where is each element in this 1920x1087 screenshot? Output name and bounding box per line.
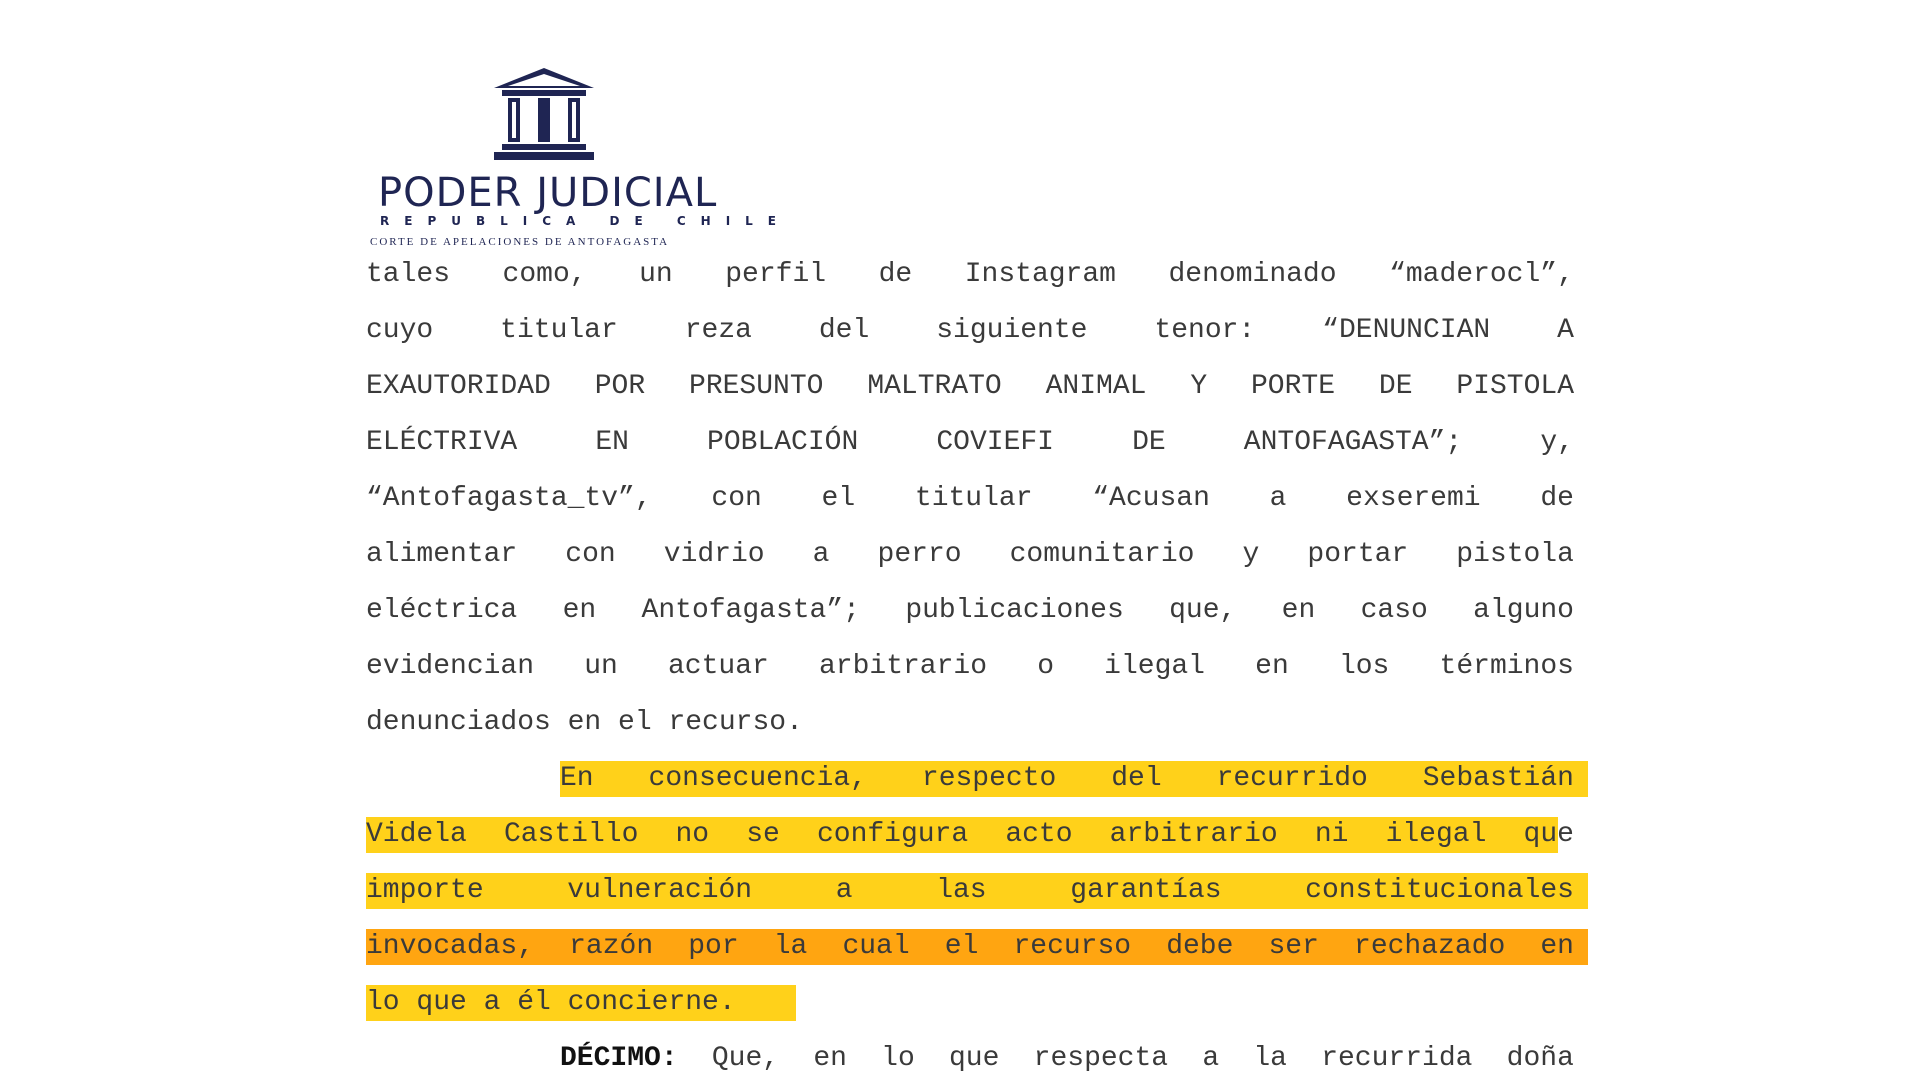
courthouse-emblem-icon [492, 66, 596, 162]
word: DE [1132, 427, 1166, 458]
word: ANIMAL [1045, 371, 1147, 402]
word: recurrida [1321, 1043, 1473, 1074]
word: titular [500, 315, 618, 346]
word: con [711, 483, 762, 514]
word: recurso [1013, 931, 1132, 962]
word: doña [1506, 1043, 1574, 1074]
word: en [562, 595, 597, 626]
word: términos [1439, 651, 1574, 682]
text-line [366, 471, 1574, 527]
word: de [878, 259, 913, 290]
word: Y [1190, 371, 1208, 402]
word: Instagram [964, 259, 1116, 290]
word: “maderocl”, [1389, 259, 1574, 290]
logo-court-name: CORTE DE APELACIONES DE ANTOFAGASTA [370, 236, 670, 248]
word: y, [1540, 427, 1574, 458]
word: alimentar [366, 539, 518, 570]
word: Sebastián [1422, 763, 1574, 794]
word: “Acusan [1092, 483, 1210, 514]
text-line [366, 303, 1574, 359]
decimo-label: DÉCIMO: [560, 1043, 678, 1074]
word: y [1242, 539, 1260, 570]
word: pistola [1456, 539, 1574, 570]
word: Antofagasta”; [641, 595, 860, 626]
word: vulneración [567, 875, 753, 906]
word: ilegal [1385, 819, 1487, 850]
text-line [366, 695, 1574, 751]
word: no [675, 819, 710, 850]
word: caso [1360, 595, 1428, 626]
word: un [584, 651, 618, 682]
word: importe [366, 875, 484, 906]
word: de [1540, 483, 1574, 514]
word: el [944, 931, 979, 962]
word: que, [1169, 595, 1237, 626]
word: cual [842, 931, 910, 962]
highlighted-line [366, 919, 1574, 975]
word: invocadas, [366, 931, 535, 962]
word: Castillo [503, 819, 639, 850]
text-line [366, 639, 1574, 695]
word: siguiente [936, 315, 1088, 346]
word: titular [914, 483, 1033, 514]
word: rechazado [1354, 931, 1506, 962]
word: “Antofagasta_tv”, [366, 483, 652, 514]
word: denominado [1168, 259, 1337, 290]
logo-title: PODER JUDICIAL [378, 170, 718, 216]
text-line [366, 527, 1574, 583]
logo-subtitle: REPUBLICA DE CHILE [380, 214, 791, 228]
word: En [560, 763, 594, 794]
word: PRESUNTO [689, 371, 824, 402]
word: respecta [1033, 1043, 1169, 1074]
word: un [639, 259, 673, 290]
word: DE [1378, 371, 1413, 402]
word: evidencian [366, 651, 535, 682]
word: con [565, 539, 616, 570]
word: o [1037, 651, 1054, 682]
word: como, [502, 259, 587, 290]
word: ni [1314, 819, 1349, 850]
word: lo que a él concierne. [366, 987, 736, 1018]
word: tenor: [1154, 315, 1256, 346]
text-line [366, 247, 1574, 303]
word: del [1111, 763, 1162, 794]
word: perro [877, 539, 962, 570]
word: en [1255, 651, 1289, 682]
decimo-line [366, 1031, 1574, 1087]
word: “DENUNCIAN [1322, 315, 1491, 346]
word: a [1202, 1043, 1220, 1074]
word: razón [569, 931, 654, 962]
highlighted-line [366, 863, 1574, 919]
word: la [1253, 1043, 1287, 1074]
word: publicaciones [905, 595, 1124, 626]
word: tales [366, 259, 451, 290]
word: a [1269, 483, 1287, 514]
word: en [813, 1043, 847, 1074]
word: se [746, 819, 780, 850]
word: ANTOFAGASTA”; [1243, 427, 1463, 458]
word: EXAUTORIDAD [366, 371, 551, 402]
word: configura [816, 819, 969, 850]
text-line [366, 415, 1574, 471]
highlighted-line [366, 807, 1574, 863]
word: recurrido [1216, 763, 1368, 794]
word: consecuencia, [648, 763, 867, 794]
word: lo [881, 1043, 915, 1074]
word: la [773, 931, 808, 962]
word: arbitrario [818, 651, 988, 682]
word: que [949, 1043, 1000, 1074]
word: garantías [1070, 875, 1222, 906]
word: ELÉCTRIVA [366, 427, 518, 458]
word: a [835, 875, 853, 906]
word: a [812, 539, 830, 570]
word: alguno [1473, 595, 1574, 626]
word: COVIEFI [936, 427, 1054, 458]
text-line [366, 583, 1574, 639]
word: portar [1307, 539, 1409, 570]
word: PORTE [1251, 371, 1336, 402]
word: respecto [921, 763, 1057, 794]
word: denunciados en el recurso. [366, 707, 803, 738]
word: que [1523, 819, 1574, 850]
word: por [688, 931, 739, 962]
highlighted-line [366, 751, 1574, 807]
word: EN [595, 427, 629, 458]
word: ilegal [1104, 651, 1205, 682]
word: comunitario [1009, 539, 1195, 570]
word: actuar [667, 651, 769, 682]
word: las [936, 875, 987, 906]
word: cuyo [366, 315, 434, 346]
word: del [818, 315, 870, 346]
word: ser [1268, 931, 1319, 962]
word: Que, [711, 1043, 780, 1074]
word: A [1557, 315, 1574, 346]
word: reza [684, 315, 752, 346]
word: arbitrario [1109, 819, 1278, 850]
text-line [366, 359, 1574, 415]
word: POR [594, 371, 646, 402]
word: debe [1166, 931, 1234, 962]
word: el [821, 483, 856, 514]
word: en [1540, 931, 1574, 962]
word: constitucionales [1305, 875, 1574, 906]
word: Videla [366, 819, 467, 850]
word: eléctrica [366, 595, 518, 626]
word: vidrio [663, 539, 765, 570]
word: en [1281, 595, 1316, 626]
word: POBLACIÓN [707, 427, 859, 458]
word: acto [1005, 819, 1073, 850]
word: exseremi [1346, 483, 1481, 514]
word: PISTOLA [1456, 371, 1574, 402]
word: MALTRATO [867, 371, 1002, 402]
highlighted-line [366, 975, 1574, 1031]
word: perfil [725, 259, 827, 290]
word: los [1338, 651, 1390, 682]
